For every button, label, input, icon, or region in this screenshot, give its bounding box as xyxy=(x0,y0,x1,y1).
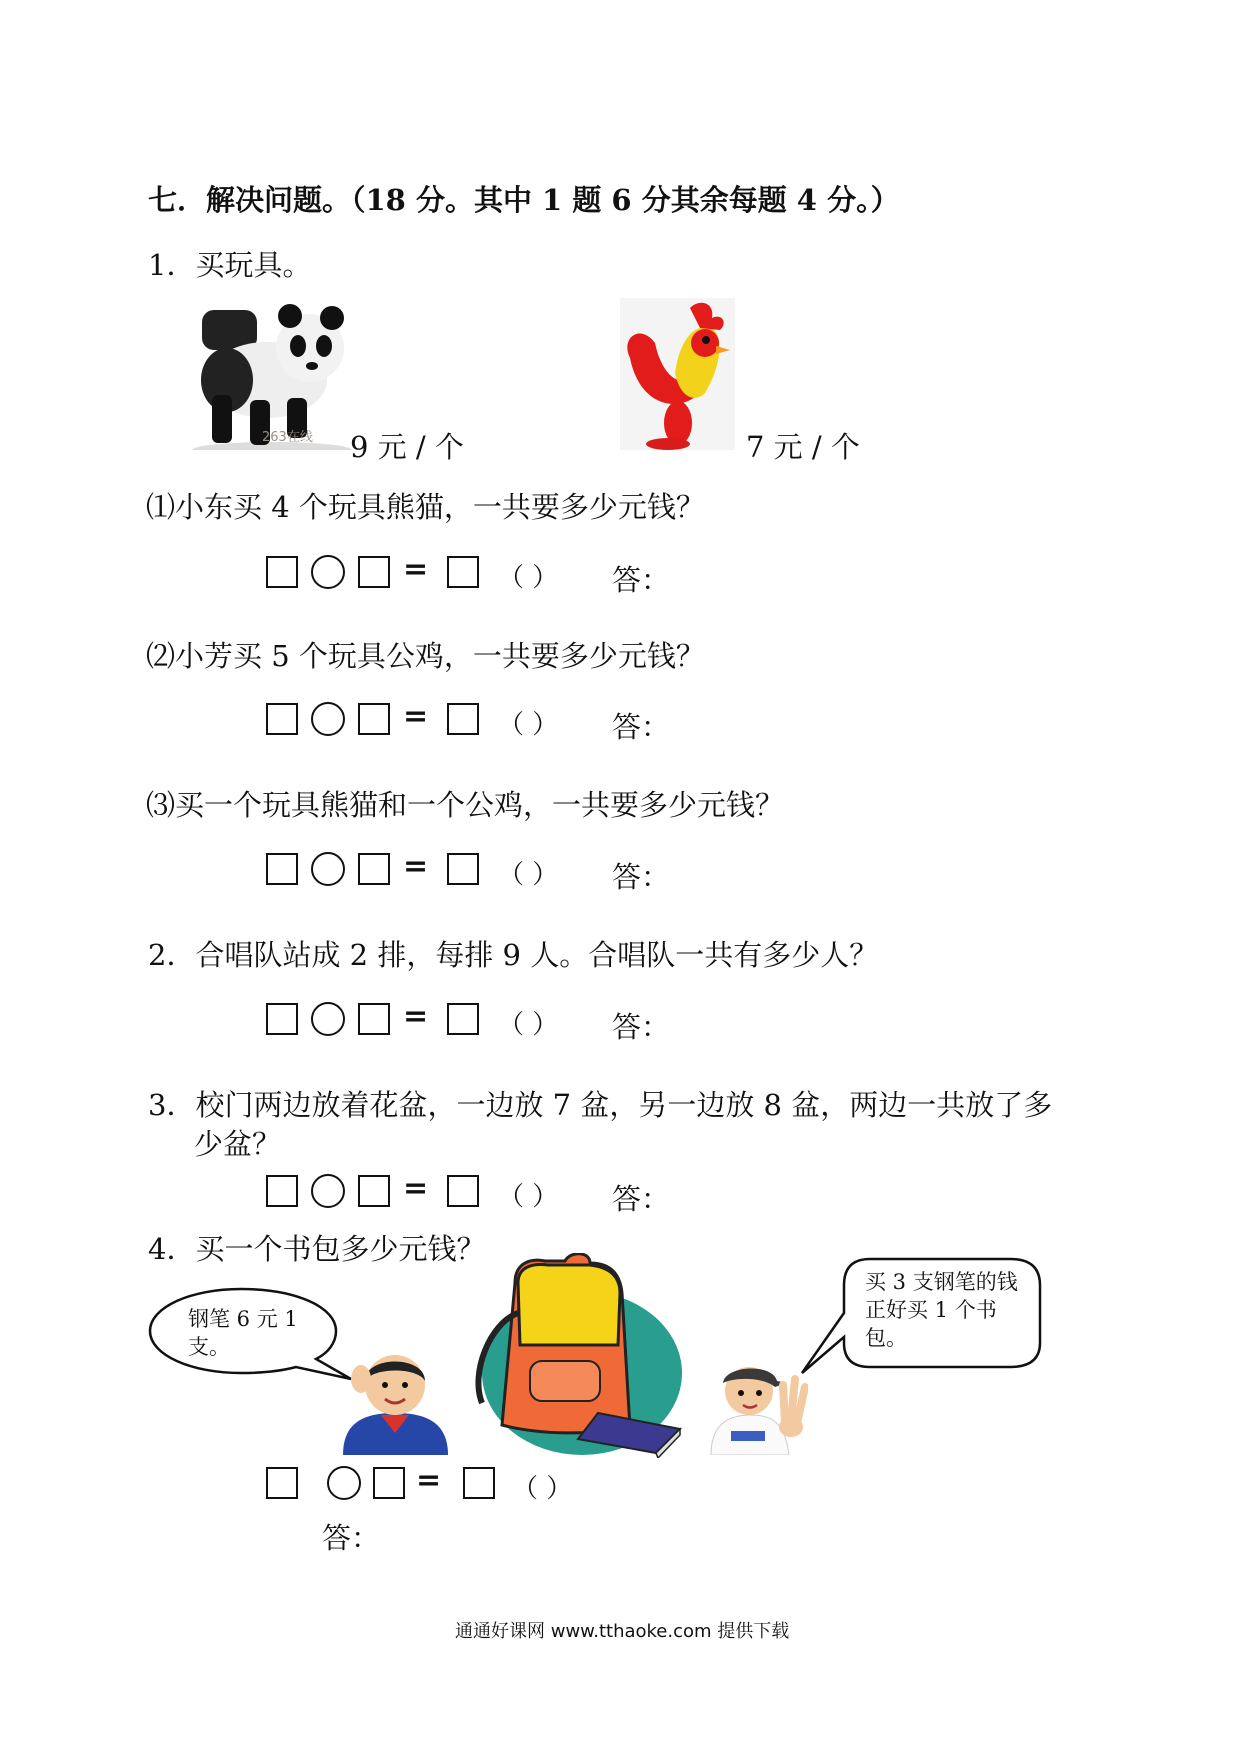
answer-box[interactable] xyxy=(447,556,479,588)
operator-circle[interactable] xyxy=(311,1002,345,1036)
answer-label: 答： xyxy=(612,1182,671,1216)
unit-parentheses[interactable]: （ ） xyxy=(498,860,559,890)
answer-box[interactable] xyxy=(447,853,479,885)
answer-box[interactable] xyxy=(266,1003,298,1035)
answer-label: 答： xyxy=(612,710,671,744)
bubble-right-line2: 正好买 1 个书 xyxy=(865,1298,997,1322)
boy-right-image xyxy=(703,1343,808,1455)
answer-label: 答： xyxy=(322,1521,381,1555)
equals-sign: = xyxy=(403,552,429,587)
panda-price: 9 元 / 个 xyxy=(350,430,464,464)
bubble-left-line2: 支。 xyxy=(188,1335,230,1359)
equals-sign: = xyxy=(403,849,429,884)
question-2-title: 2．合唱队站成 2 排，每排 9 人。合唱队一共有多少人？ xyxy=(148,938,879,972)
question-1-3: ⑶买一个玩具熊猫和一个公鸡，一共要多少元钱？ xyxy=(146,788,785,822)
operator-circle[interactable] xyxy=(311,1174,345,1208)
schoolbag-image xyxy=(470,1253,688,1458)
operator-circle[interactable] xyxy=(327,1466,361,1500)
answer-box[interactable] xyxy=(373,1467,405,1499)
rooster-toy-image xyxy=(620,298,735,450)
answer-box[interactable] xyxy=(266,1175,298,1207)
answer-box[interactable] xyxy=(447,1175,479,1207)
answer-box[interactable] xyxy=(447,1003,479,1035)
equals-sign: = xyxy=(416,1463,442,1498)
operator-circle[interactable] xyxy=(311,702,345,736)
answer-label: 答： xyxy=(612,563,671,597)
answer-box[interactable] xyxy=(447,703,479,735)
bubble-right-line1: 买 3 支钢笔的钱 xyxy=(865,1270,1018,1294)
rooster-price: 7 元 / 个 xyxy=(746,430,860,464)
answer-box[interactable] xyxy=(358,1003,390,1035)
answer-label: 答： xyxy=(612,860,671,894)
answer-box[interactable] xyxy=(358,1175,390,1207)
equals-sign: = xyxy=(403,699,429,734)
section-title: 七．解决问题。（18 分。其中 1 题 6 分其余每题 4 分。） xyxy=(148,183,900,217)
unit-parentheses[interactable]: （ ） xyxy=(498,710,559,740)
question-4-title: 4．买一个书包多少元钱？ xyxy=(148,1232,486,1266)
operator-circle[interactable] xyxy=(311,852,345,886)
answer-box[interactable] xyxy=(266,853,298,885)
unit-parentheses[interactable]: （ ） xyxy=(498,1010,559,1040)
unit-parentheses[interactable]: （ ） xyxy=(498,563,559,593)
unit-parentheses[interactable]: （ ） xyxy=(512,1474,573,1504)
answer-box[interactable] xyxy=(358,703,390,735)
speech-bubble-left xyxy=(146,1283,356,1383)
operator-circle[interactable] xyxy=(311,555,345,589)
question-1-2: ⑵小芳买 5 个玩具公鸡，一共要多少元钱？ xyxy=(146,639,705,673)
unit-parentheses[interactable]: （ ） xyxy=(498,1182,559,1212)
answer-box[interactable] xyxy=(266,556,298,588)
answer-box[interactable] xyxy=(266,703,298,735)
bubble-left-line1: 钢笔 6 元 1 xyxy=(188,1307,298,1331)
answer-label: 答： xyxy=(612,1010,671,1044)
answer-box[interactable] xyxy=(358,556,390,588)
answer-box[interactable] xyxy=(266,1467,298,1499)
page-footer: 通通好课网 www.tthaoke.com 提供下载 xyxy=(455,1621,790,1642)
boy-left-image xyxy=(333,1343,458,1455)
question-1-1: ⑴小东买 4 个玩具熊猫，一共要多少元钱？ xyxy=(146,490,705,524)
equals-sign: = xyxy=(403,999,429,1034)
question-3-title-line1: 3．校门两边放着花盆，一边放 7 盆，另一边放 8 盆，两边一共放了多 xyxy=(148,1088,1053,1122)
answer-box[interactable] xyxy=(358,853,390,885)
watermark-263: 263在线 xyxy=(262,430,313,445)
question-3-title-line2: 少盆？ xyxy=(194,1127,282,1161)
bubble-right-line3: 包。 xyxy=(865,1326,907,1350)
answer-box[interactable] xyxy=(463,1467,495,1499)
question-1-title: 1．买玩具。 xyxy=(148,248,312,282)
equals-sign: = xyxy=(403,1171,429,1206)
